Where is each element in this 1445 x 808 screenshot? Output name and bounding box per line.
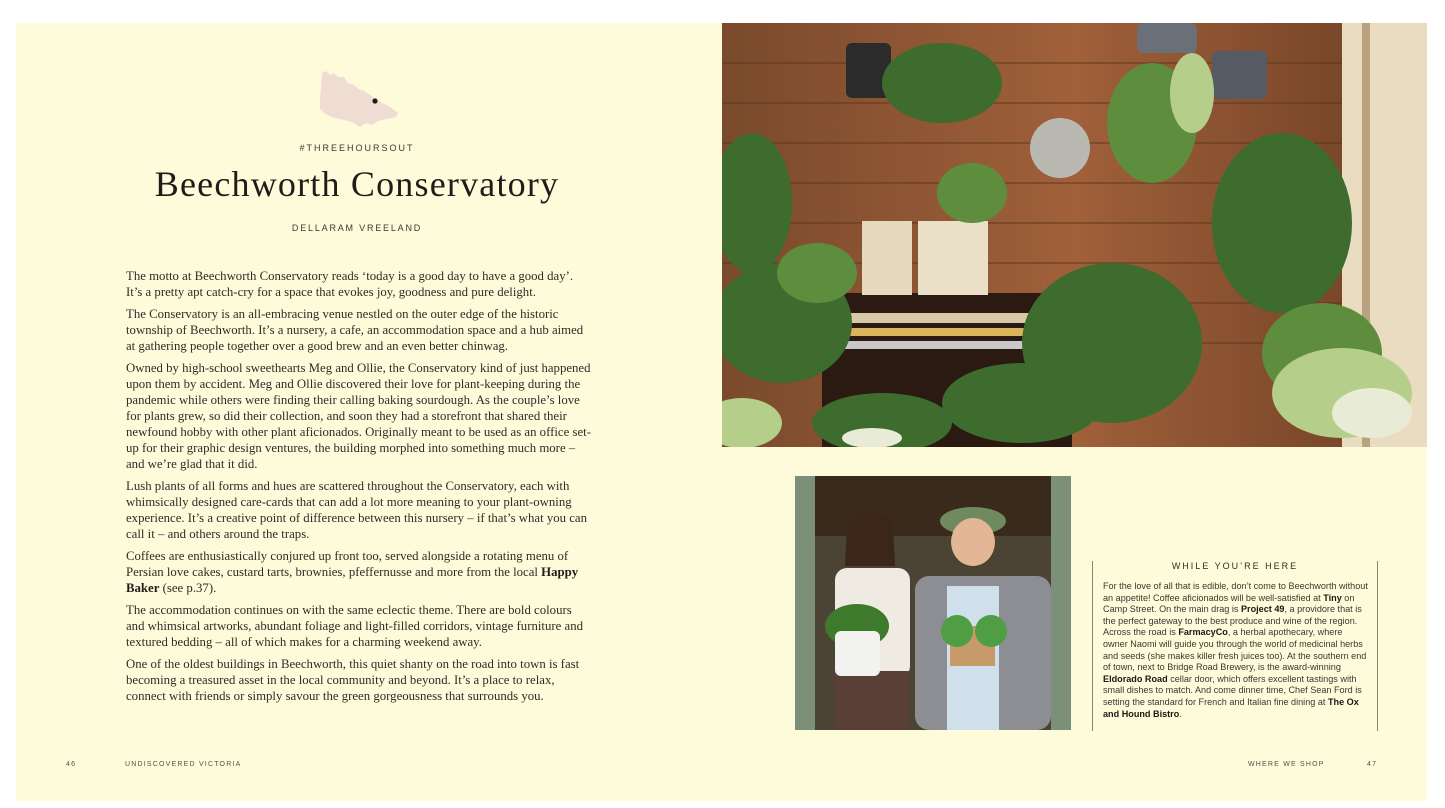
location-dot-icon xyxy=(372,98,377,103)
paragraph xyxy=(126,548,592,596)
owners-photo xyxy=(795,476,1071,730)
sidebar-text-run: , a providore that is the perfect gateway to the best produce and wine of the region. Across the road is xyxy=(1103,604,1362,638)
running-footer-right: WHERE WE SHOP xyxy=(1248,761,1325,768)
sidebar-text-run: , a herbal apothecary, where owner Naomi will guide you through the world of medicinal herbs and seeds (she makes killer fresh juices too). At the southern end of town, next to Bridge Road Brewery, is the award-winning xyxy=(1103,627,1367,673)
article-title: Beechworth Conservatory xyxy=(154,164,560,204)
paragraph: The accommodation continues on with the same eclectic theme. There are bold colours and whimsical artworks, abundant foliage and light-filled corridors, vintage furniture and textured bedding – all of which makes for a charming weekend away. xyxy=(126,603,583,649)
sidebar-title: WHILE YOU’RE HERE xyxy=(1171,561,1299,571)
paragraph: The Conservatory is an all-embracing venue nestled on the outer edge of the historic township of Beechworth. It’s a nursery, a cafe, an accommodation space and a hub aimed at gathering people together over a good brew and an even better chinwag. xyxy=(126,307,584,353)
sidebar-text-run: . xyxy=(1179,708,1182,719)
sidebar-text-run: For the love of all that is edible, don’t come to Beechworth without an appetite! Coffee aficionados will be well-satisfied at xyxy=(1103,581,1368,603)
business-name: FarmacyCo xyxy=(1178,627,1228,638)
article-body xyxy=(126,268,592,710)
sidebar-text-run: on Camp Street. On the main drag is xyxy=(1103,592,1355,615)
paragraph: Lush plants of all forms and hues are scattered throughout the Conservatory, each with whimsically designed care-cards that can add a lot more meaning to your plant-owning experience. It’s a creative point of difference between this nursery – if that’s what you can call it – and others around the traps. xyxy=(126,479,587,541)
paragraph-text: (see p.37). xyxy=(159,581,217,595)
page-number-right: 47 xyxy=(1367,761,1378,768)
business-name: Tiny xyxy=(1323,592,1342,603)
business-name: Project 49 xyxy=(1240,604,1285,615)
paragraph: The motto at Beechworth Conservatory reads ‘today is a good day to have a good day’. It’s a pretty apt catch-cry for a space that evokes joy, goodness and pure delight. xyxy=(126,269,574,299)
while-youre-here-box xyxy=(1092,561,1378,731)
sidebar-text-run: cellar door, which offers excellent tastings with small dishes to match. And come dinner time, Chef Sean Ford is setting the standard for French and Italian fine dining at xyxy=(1103,673,1362,707)
magazine-spread xyxy=(16,23,1427,801)
running-footer-left: UNDISCOVERED VICTORIA xyxy=(125,761,242,768)
conservatory-interior-photo xyxy=(722,23,1427,447)
sidebar-text xyxy=(1103,581,1369,720)
page-number-left: 46 xyxy=(66,761,77,768)
plants-illustration xyxy=(722,23,1427,447)
section-hashtag: #THREEHOURSOUT xyxy=(299,143,415,153)
business-name: Eldorado Road xyxy=(1103,673,1168,684)
paragraph: Owned by high-school sweethearts Meg and Ollie, the Conservatory kind of just happened upon them by accident. Meg and Ollie discovered their love for plant-keeping during the pandemic while others were finding their calling baking sourdough. As the couple’s love for plants grew, so did their collection, and soon they had a storefront that shared their newfound hobby with other plant aficionados. Originally meant to be used as an office set-up for their graphic design ventures, the building morphed into something much more – and we’re glad that it did. xyxy=(126,361,591,471)
business-name: Happy Baker xyxy=(126,565,579,595)
business-name: The Ox and Hound Bistro xyxy=(1103,696,1359,719)
victoria-map-icon xyxy=(318,69,402,129)
paragraph-text: Coffees are enthusiastically conjured up front too, served alongside a rotating menu of Persian love cakes, custard tarts, brownies, pfeffernusse and more from the local xyxy=(126,549,569,579)
article-author: DELLARAM VREELAND xyxy=(291,223,423,233)
owners-illustration xyxy=(795,476,1071,730)
left-page xyxy=(16,23,722,801)
paragraph: One of the oldest buildings in Beechworth, this quiet shanty on the road into town is fast becoming a treasured asset in the local community and beyond. It’s a place to relax, connect with friends or simply savour the green gorgeousness that surrounds you. xyxy=(126,657,580,703)
